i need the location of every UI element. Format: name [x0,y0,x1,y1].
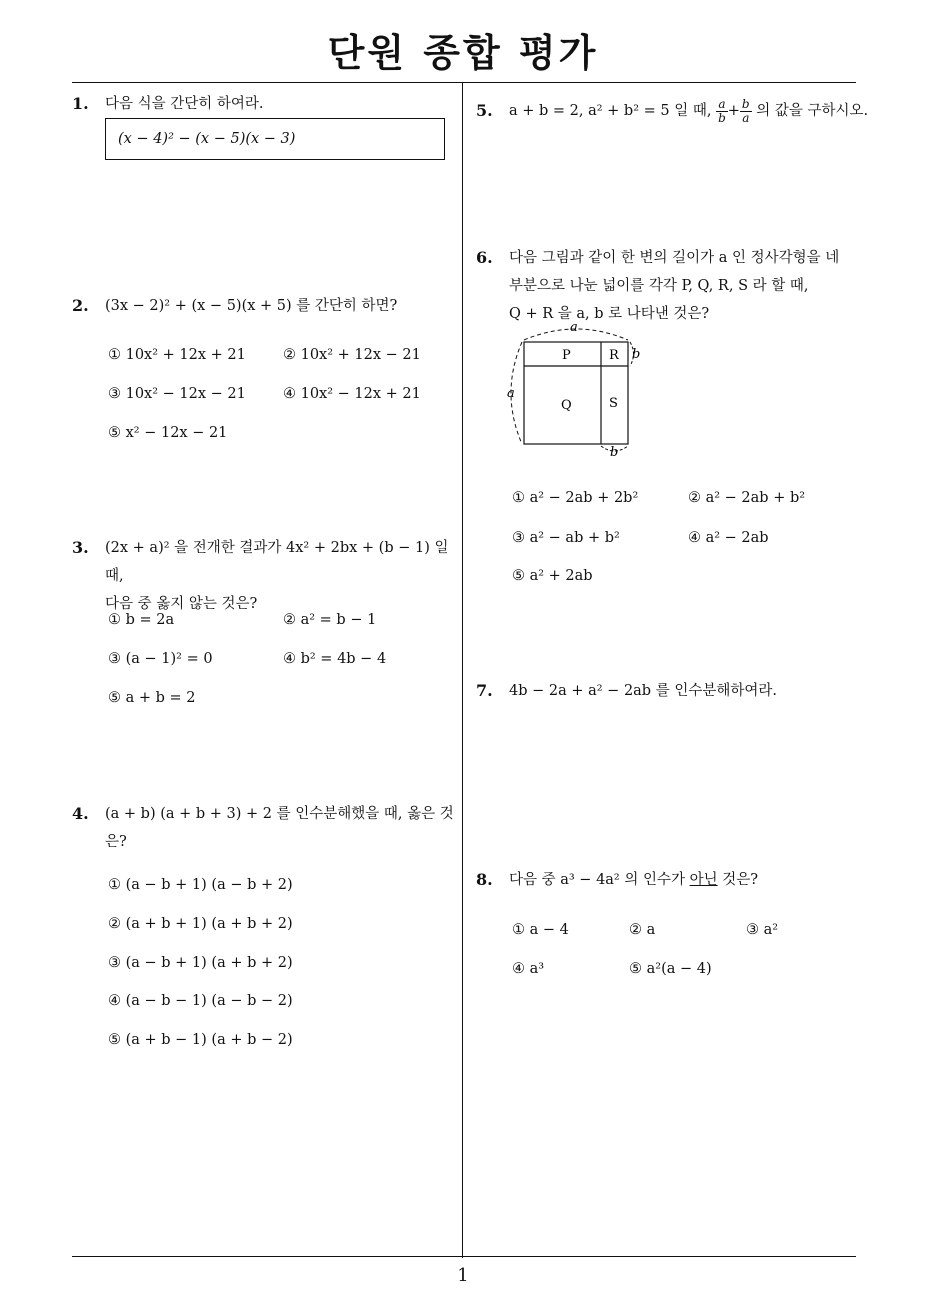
square-division-figure [500,318,650,460]
choice-3[interactable]: ③ a² − ab + b² [512,530,620,546]
side-label-b-bottom: b [610,445,619,460]
choice-4[interactable]: ④ b² = 4b − 4 [283,651,387,667]
question-2 [72,292,457,320]
choice-5[interactable]: ⑤ a² + 2ab [512,568,593,584]
choice-1[interactable]: ① a² − 2ab + 2b² [512,490,639,506]
region-label-s: S [609,396,618,411]
question-4 [72,800,457,856]
question-text-line-1: (2x + a)² 을 전개한 결과가 4x² + 2bx + (b − 1) 일 때, [105,540,449,584]
fraction-b-over-a: $\frac{b}{a}$ [741,96,750,125]
question-text-line-2: 부분으로 나눈 넓이를 각각 P, Q, R, S 라 할 때, [509,278,809,294]
question-text-pre: a + b = 2, a² + b² = 5 일 때, [509,103,712,119]
page-title: 단원 종합 평가 [327,31,599,75]
question-3 [72,534,457,618]
choice-2[interactable]: ② a² = b − 1 [283,612,377,628]
question-text-line-1: 다음 그림과 같이 한 변의 길이가 a 인 정사각형을 네 [509,250,840,266]
choice-4[interactable]: ④ (a − b − 1) (a − b − 2) [108,993,293,1009]
question-number: 2. [72,296,89,315]
choice-1[interactable]: ① 10x² + 12x + 21 [108,347,246,363]
question-number: 3. [72,538,89,557]
question-text-line-3: Q + R 을 a, b 로 나타낸 것은? [509,306,710,322]
choice-5[interactable]: ⑤ x² − 12x − 21 [108,425,228,441]
choice-5[interactable]: ⑤ (a + b − 1) (a + b − 2) [108,1032,293,1048]
question-number: 7. [476,681,493,700]
choice-3[interactable]: ③ a² [746,922,779,938]
question-text [509,96,869,125]
expression-box: (x − 4)² − (x − 5)(x − 3) [105,118,445,160]
choice-2[interactable]: ② a² − 2ab + b² [688,490,806,506]
question-1 [72,90,457,147]
question-text: 4b − 2a + a² − 2ab 를 인수분해하여라. [509,683,777,699]
question-number: 5. [476,101,493,120]
choice-1[interactable]: ① (a − b + 1) (a − b + 2) [108,877,293,893]
question-number: 8. [476,870,493,889]
question-number: 1. [72,94,89,113]
question-text: 다음 식을 간단히 하여라. [105,96,264,112]
choice-5[interactable]: ⑤ a + b = 2 [108,690,196,706]
region-label-r: R [609,348,619,363]
side-label-b-right: b [632,347,641,362]
question-text-line-2: 은? [105,834,127,850]
choice-2[interactable]: ② (a + b + 1) (a + b + 2) [108,916,293,932]
choice-2[interactable]: ② a [629,922,656,938]
question-text-pre: 다음 중 a³ − 4a² 의 인수가 [509,872,685,888]
question-text-line-1: (a + b) (a + b + 3) + 2 를 인수분해했을 때, 옳은 것 [105,806,454,822]
choice-5[interactable]: ⑤ a²(a − 4) [629,961,712,977]
choice-3[interactable]: ③ (a − 1)² = 0 [108,651,213,667]
choice-3[interactable]: ③ 10x² − 12x − 21 [108,386,246,402]
question-text-post: 의 값을 구하시오. [756,103,869,119]
region-label-q: Q [561,398,572,413]
question-number: 4. [72,804,89,823]
choice-3[interactable]: ③ (a − b + 1) (a + b + 2) [108,955,293,971]
plus-sign: + [727,103,740,119]
choice-4[interactable]: ④ a³ [512,961,545,977]
question-text: (3x − 2)² + (x − 5)(x + 5) 를 간단히 하면? [105,298,398,314]
question-5 [476,96,869,125]
question-7 [476,677,861,705]
side-label-a-top: a [570,320,578,335]
fraction-a-over-b: $\frac{a}{b}$ [718,96,726,125]
side-label-a-left: a [507,386,515,401]
choice-1[interactable]: ① a − 4 [512,922,569,938]
choice-2[interactable]: ② 10x² + 12x − 21 [283,347,421,363]
column-divider [462,83,463,1258]
question-number: 6. [476,248,493,267]
underlined-word: 아닌 [689,872,718,888]
question-text-line-2: 다음 중 옳지 않는 것은? [105,596,258,612]
question-8 [476,866,861,894]
header-rule [72,82,856,83]
question-text [509,866,861,894]
choice-1[interactable]: ① b = 2a [108,612,175,628]
choice-4[interactable]: ④ 10x² − 12x + 21 [283,386,421,402]
page-number: 1 [457,1265,469,1286]
choice-4[interactable]: ④ a² − 2ab [688,530,769,546]
footer-rule [72,1256,856,1257]
question-6 [476,244,866,328]
region-label-p: P [562,348,571,363]
question-text-post: 것은? [722,872,759,888]
